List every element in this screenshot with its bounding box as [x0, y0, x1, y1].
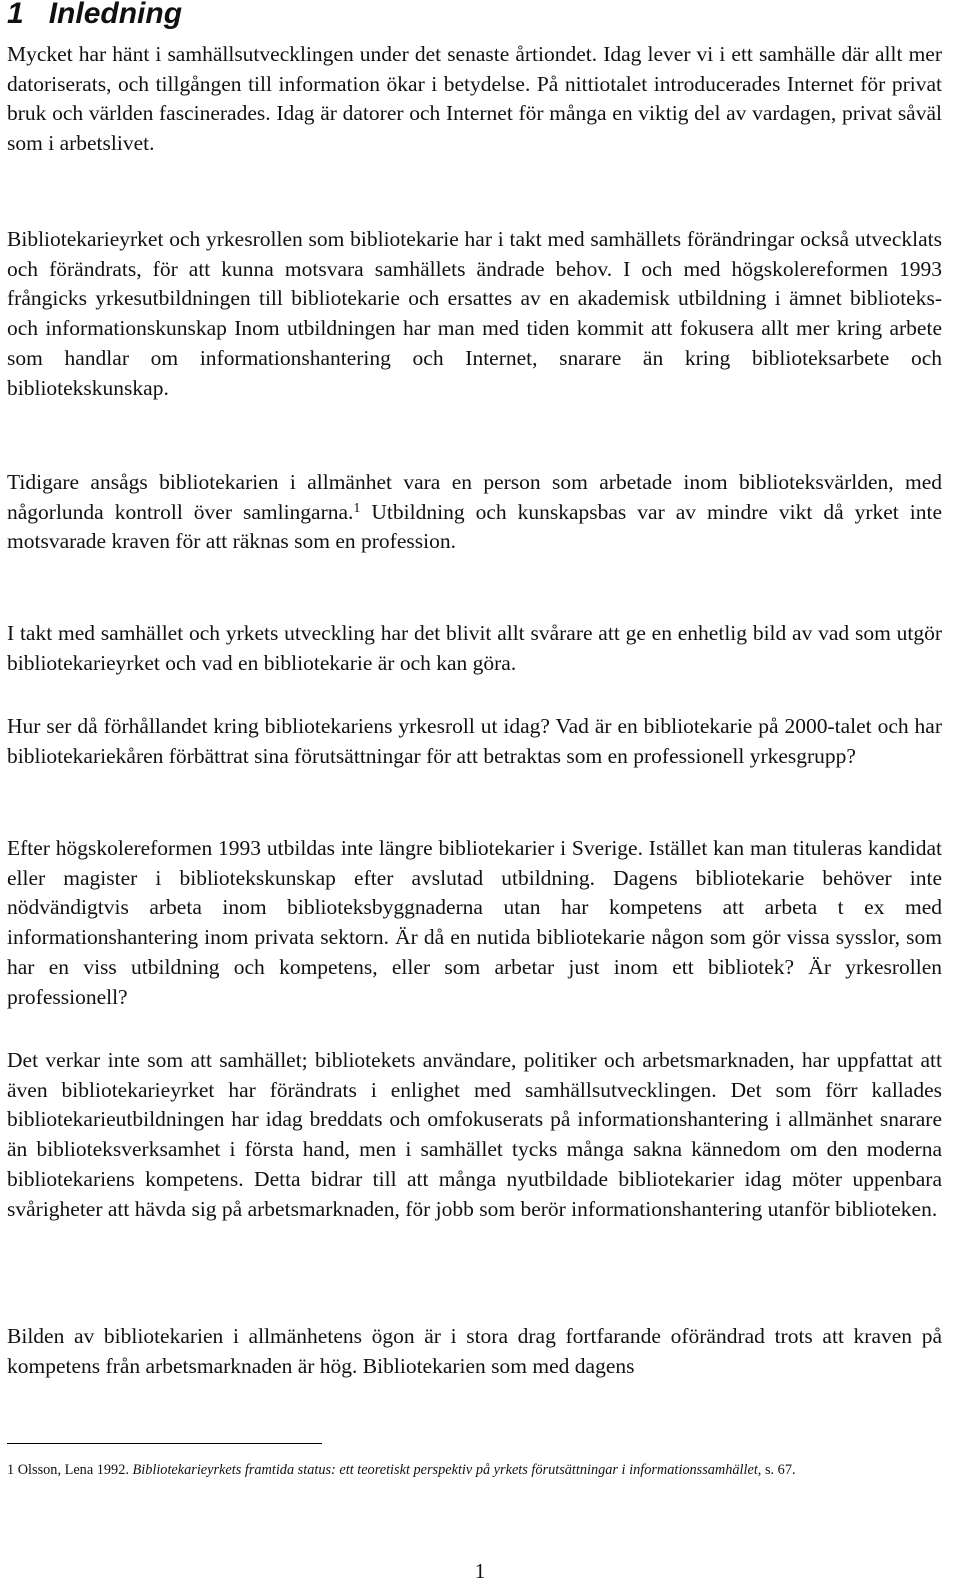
- footnote-separator: [7, 1443, 322, 1444]
- paragraph-3-text-before: Tidigare ansågs bibliotekarien i allmänhet vara en person som arbetade inom biblioteksvärlden, med någorlunda kontroll över samlingarna.: [7, 470, 942, 524]
- paragraph-2: Bibliotekarieyrket och yrkesrollen som bibliotekarie har i takt med samhällets förändringar också utvecklats och förändrats, för att kunna motsvara samhällets ändrade behov. I och med högskolereformen 1993 frångicks yrkesutbildningen till bibliotekarie och ersattes av en akademisk utbildning i ämnet biblioteks- och informationskunskap Inom utbildningen har man med tiden kommit att fokusera allt mer kring arbete som handlar om informationshantering och Internet, snarare än kring biblioteksarbete och bibliotekskunskap.: [7, 227, 942, 400]
- chapter-number: 1: [7, 0, 24, 30]
- paragraph-1: Mycket har hänt i samhällsutvecklingen under det senaste årtiondet. Idag lever vi i ett samhälle där allt mer datoriserats, och tillgången till information ökar i betydelse. På nittiotalet introducerades Internet för privat bruk och världen fascinerades. Idag är datorer och Internet för många en viktig del av vardagen, privat såväl som i arbetslivet.: [7, 42, 942, 156]
- footnote-number: 1: [7, 1462, 15, 1478]
- paragraph-8: Bilden av bibliotekarien i allmänhetens ögon är i stora drag fortfarande oförändrad trots att kraven på kompetens från arbetsmarknaden är hög. Bibliotekarien som med dagens: [7, 1324, 942, 1378]
- paragraph-7: Det verkar inte som att samhället; bibliotekets användare, politiker och arbetsmarknaden, har uppfattat att även bibliotekarieyrket har förändrats i enlighet med samhällsutvecklingen. Det som förr kallades bibliotekarieutbildningen har idag breddats och omfokuserats på informationshantering i allmänhet snarare än biblioteksverksamhet i första hand, men i samhället tycks många sakna kännedom om den moderna bibliotekariens kompetens. Detta bidrar till att många nyutbildade bibliotekarier idag möter uppenbara svårigheter att hävda sig på arbetsmarknaden, för jobb som berör informationshantering utanför biblioteken.: [7, 1048, 942, 1221]
- paragraph-4: I takt med samhället och yrkets utveckling har det blivit allt svårare att ge en enhetlig bild av vad som utgör bibliotekarieyrket och vad en bibliotekarie är och kan göra.: [7, 621, 942, 675]
- paragraph-5: Hur ser då förhållandet kring bibliotekariens yrkesroll ut idag? Vad är en bibliotekarie på 2000-talet och har bibliotekariekåren förbättrat sina förutsättningar för att betraktas som en professionell yrkesgrupp?: [7, 714, 942, 768]
- paragraph-3: [7, 468, 942, 557]
- footnote-author: Olsson, Lena 1992.: [17, 1462, 129, 1478]
- footnote-title: Bibliotekarieyrkets framtida status: ett teoretiskt perspektiv på yrkets förutsättningar i informationssamhället,: [132, 1462, 762, 1478]
- page-number: 1: [474, 1559, 486, 1583]
- document-page: [7, 0, 953, 1593]
- paragraph-6: Efter högskolereformen 1993 utbildas inte längre bibliotekarier i Sverige. Istället kan man tituleras kandidat eller magister i bibliotekskunskap efter avslutad utbildning. Dagens bibliotekarie behöver inte nödvändigtvis arbeta inom biblioteksbyggnaderna utan har kompetens att arbeta t ex med informationshantering inom privata sektorn. Är då en nutida bibliotekarie någon som gör vissa sysslor, som har en viss utbildning och kompetens, eller som arbetar just inom ett bibliotek? Är yrkesrollen professionell?: [7, 836, 942, 1009]
- chapter-heading: [7, 0, 182, 32]
- paragraph-3-text-after: Utbildning och kunskapsbas var av mindre vikt då yrket inte motsvarade kraven för att räknas som en profession.: [7, 499, 942, 554]
- footnote-pages: s. 67.: [764, 1462, 796, 1478]
- footnote-reference: 1: [353, 500, 361, 516]
- footnote: [7, 1456, 947, 1485]
- chapter-title: Inledning: [48, 0, 183, 30]
